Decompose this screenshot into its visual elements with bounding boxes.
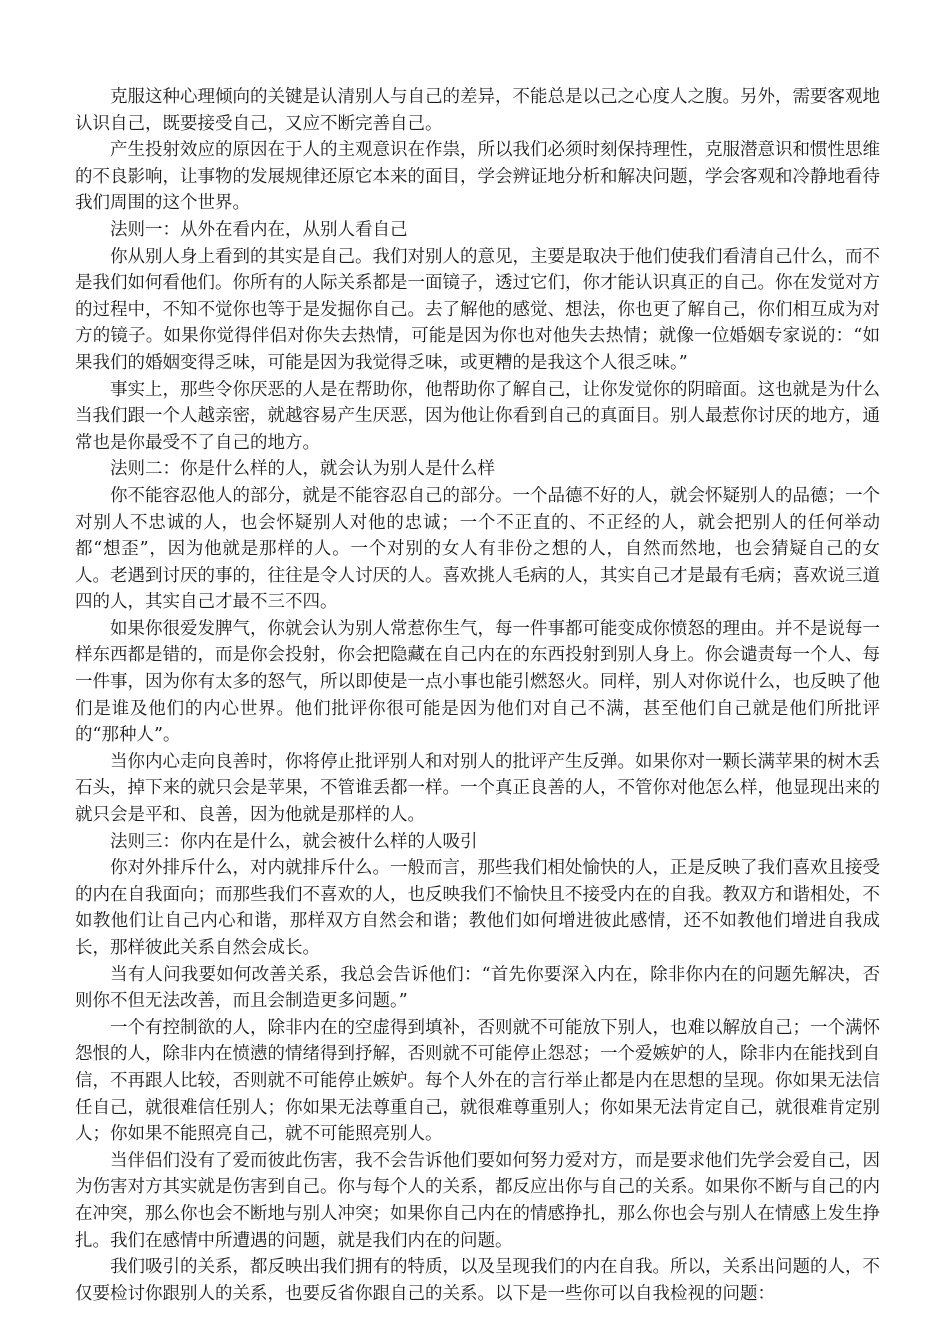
paragraph: 我们吸引的关系，都反映出我们拥有的特质，以及呈现我们的内在自我。所以，关系出问题的人，不仅要检讨你跟别人的关系，也要反省你跟自己的关系。以下是一些你可以自我检视的问题： xyxy=(75,1257,880,1304)
paragraph: 产生投射效应的原因在于人的主观意识在作祟，所以我们必须时刻保持理性，克服潜意识和惯性思维的不良影响，让事物的发展规律还原它本来的面目，学会辨证地分析和解决问题，学会客观和冷静地看待我们周围的这个世界。 xyxy=(75,140,880,214)
document-body xyxy=(75,84,880,1307)
paragraph: 一个有控制欲的人，除非内在的空虚得到填补，否则就不可能放下别人，也难以解放自己；一个满怀怨恨的人，除非内在愤懑的情绪得到抒解，否则就不可能停止怨怼；一个爱嫉妒的人，除非内在能找到自信，不再跟人比较，否则就不可能停止嫉妒。每个人外在的言行举止都是内在思想的呈现。你如果无法信任自己，就很难信任别人；你如果无法尊重自己，就很难尊重别人；你如果无法肯定自己，就很难肯定别人；你如果不能照亮自己，就不可能照亮别人。 xyxy=(75,1017,880,1145)
paragraph: 你对外排斥什么，对内就排斥什么。一般而言，那些我们相处愉快的人，正是反映了我们喜欢且接受的内在自我面向；而那些我们不喜欢的人，也反映我们不愉快且不接受内在的自我。教双方和谐相处，不如教他们让自己内心和谐，那样双方自然会和谐；教他们如何增进彼此感情，还不如教他们增进自我成长，那样彼此关系自然会成长。 xyxy=(75,858,880,958)
paragraph: 事实上，那些令你厌恶的人是在帮助你，他帮助你了解自己，让你发觉你的阴暗面。这也就是为什么当我们跟一个人越亲密，就越容易产生厌恶，因为他让你看到自己的真面目。别人最惹你讨厌的地方，通常也是你最受不了自己的地方。 xyxy=(75,379,880,453)
paragraph: 你不能容忍他人的部分，就是不能容忍自己的部分。一个品德不好的人，就会怀疑别人的品德；一个对别人不忠诚的人，也会怀疑别人对他的忠诚；一个不正直的、不正经的人，就会把别人的任何举动都“想歪”，因为他就是那样的人。一个对别的女人有非份之想的人，自然而然地，也会猜疑自己的女人。老遇到讨厌的事的，往往是令人讨厌的人。喜欢挑人毛病的人，其实自己才是最有毛病；喜欢说三道四的人，其实自己才最不三不四。 xyxy=(75,485,880,613)
section-heading: 法则二：你是什么样的人，就会认为别人是什么样 xyxy=(110,459,495,480)
paragraph: 你从别人身上看到的其实是自己。我们对别人的意见，主要是取决于他们使我们看清自己什么，而不是我们如何看他们。你所有的人际关系都是一面镜子，透过它们，你才能认识真正的自己。你在发觉对方的过程中，不知不觉你也等于是发掘你自己。去了解他的感觉、想法，你也更了解自己，你们相互成为对方的镜子。如果你觉得伴侣对你失去热情，可能是因为你也对他失去热情；就像一位婚姻专家说的：“如果我们的婚姻变得乏味，可能是因为我觉得乏味，或更糟的是我这个人很乏味。” xyxy=(75,246,880,373)
paragraph: 当伴侣们没有了爱而彼此伤害，我不会告诉他们要如何努力爱对方，而是要求他们先学会爱自己，因为伤害对方其实就是伤害到自己。你与每个人的关系，都反应出你与自己的关系。如果你不断与自己的内在冲突，那么你也会不断地与别人冲突；如果你自己内在的情感挣扎，那么你也会与别人在情感上发生挣扎。我们在感情中所遭遇的问题，就是我们内在的问题。 xyxy=(75,1150,880,1251)
paragraph: 当你内心走向良善时，你将停止批评别人和对别人的批评产生反弹。如果你对一颗长满苹果的树木丢石头，掉下来的就只会是苹果，不管谁丢都一样。一个真正良善的人，不管你对他怎么样，他显现出来的就只会是平和、良善，因为他就是那样的人。 xyxy=(75,751,880,826)
section-heading: 法则三：你内在是什么，就会被什么样的人吸引 xyxy=(110,831,478,852)
paragraph: 当有人问我要如何改善关系，我总会告诉他们：“首先你要深入内在，除非你内在的问题先解决，否则你不但无法改善，而且会制造更多问题。” xyxy=(75,964,880,1012)
paragraph: 克服这种心理倾向的关键是认清别人与自己的差异，不能总是以己之心度人之腹。另外，需要客观地认识自己，既要接受自己，又应不断完善自己。 xyxy=(75,87,880,134)
section-heading: 法则一：从外在看内在，从别人看自己 xyxy=(110,219,408,240)
paragraph: 如果你很爱发脾气，你就会认为别人常惹你生气，每一件事都可能变成你愤怒的理由。并不是说每一样东西都是错的，而是你会投射，你会把隐藏在自己内在的东西投射到别人身上。你会谴责每一个人、每一件事，因为你有太多的怒气，所以即使是一点小事也能引燃怒火。同样，别人对你说什么，也反映了他们是谁及他们的内心世界。他们批评你很可能是因为他们对自己不满，甚至他们自己就是他们所批评的“那种人”。 xyxy=(75,618,880,746)
